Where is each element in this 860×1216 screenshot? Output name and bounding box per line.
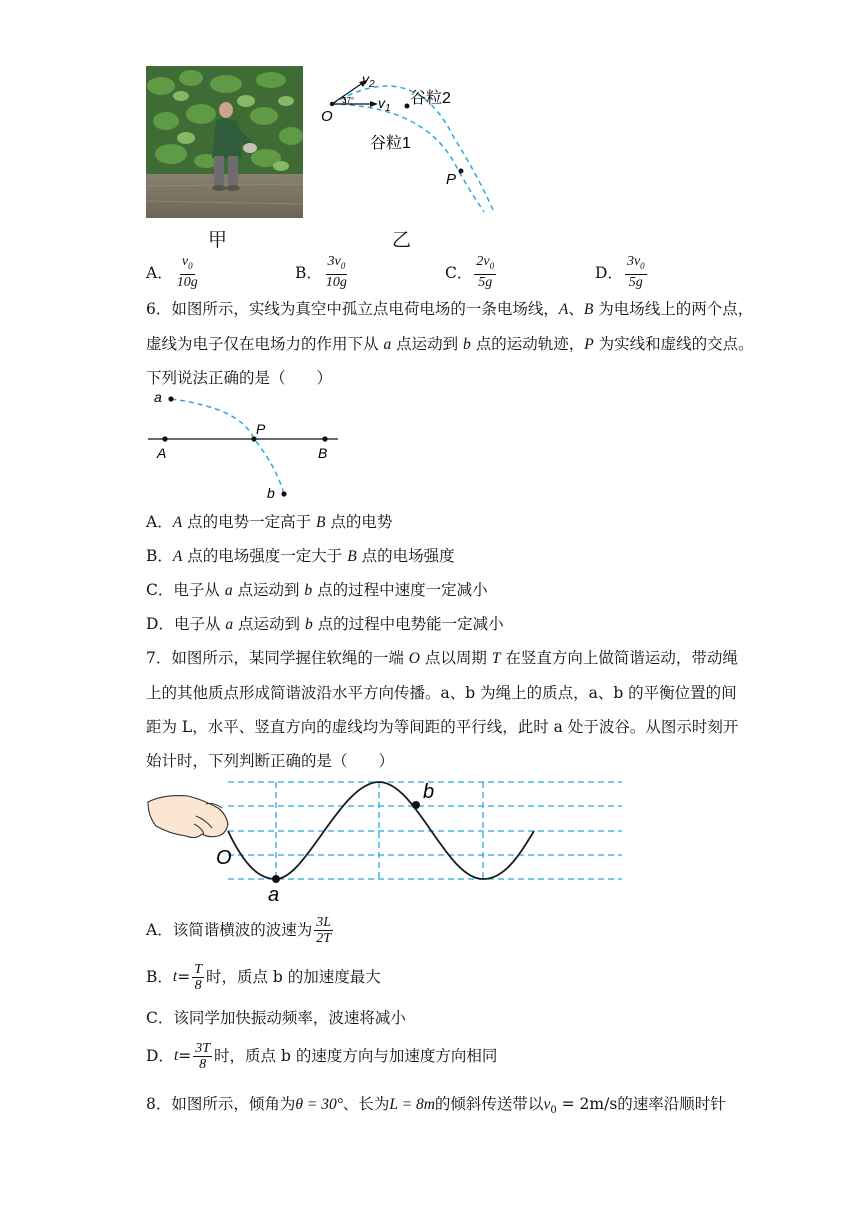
q7-stem-line2: 上的其他质点形成简谐波沿水平方向传播。a、b 为绳上的质点，a、b 的平衡位置的间 (146, 684, 737, 702)
q7-stem-line3: 距为 L，水平、竖直方向的虚线均为等间距的平行线，此时 a 处于波谷。从图示时刻开 (146, 718, 739, 736)
q6-option-c[interactable]: C．电子从 a 点运动到 b 点的过程中速度一定减小 (146, 581, 488, 599)
q6-option-b[interactable]: B．A 点的电场强度一定大于 B 点的电场强度 (146, 547, 455, 565)
label-v2: $v_2$ (362, 71, 375, 90)
photo-caption: 甲 (208, 229, 228, 251)
label-v1: $v_1$ (378, 95, 391, 114)
label-P: P (256, 421, 266, 437)
electron-trajectory (171, 399, 284, 494)
label-a: a (268, 884, 280, 904)
label-b: b (423, 781, 435, 803)
hand-icon (148, 796, 228, 838)
label-grain2: 谷粒2 (410, 90, 451, 107)
label-a: a (154, 389, 162, 405)
q7-stem-line1: 7．如图所示，某同学握住软绳的一端 O 点以周期 T 在竖直方向上做简谐运动，带动绳 (146, 649, 738, 667)
trajectory-diagram (318, 66, 508, 226)
farmer-photo (146, 66, 303, 218)
q7-option-b[interactable]: B． t = $\frac{T}{8}$ 时，质点 b 的加速度最大 (146, 961, 381, 993)
label-B: B (318, 445, 328, 461)
q5-option-a[interactable]: A． $\frac{v_0}{10g}$ (146, 254, 198, 290)
label-P: P (446, 171, 457, 188)
diagram-caption: 乙 (392, 229, 412, 251)
q6-option-d[interactable]: D．电子从 a 点运动到 b 点的过程中电势能一定减小 (146, 615, 504, 633)
label-O: O (321, 108, 333, 125)
q5-option-b[interactable]: B． $\frac{3v_0}{10g}$ (295, 254, 347, 290)
q7-stem-line4: 始计时，下列判断正确的是（ ） (146, 752, 395, 770)
label-grain1: 谷粒1 (370, 135, 411, 152)
q5-option-c[interactable]: C． $\frac{2v_0}{5g}$ (445, 254, 495, 290)
q6-stem-line1: 6．如图所示，实线为真空中孤立点电荷电场的一条电场线，A、B 为电场线上的两个点， (146, 300, 754, 318)
q6-stem-line2: 虚线为电子仅在电场力的作用下从 a 点运动到 b 点的运动轨迹，P 为实线和虚线的交点。 (146, 335, 754, 353)
label-angle: 37° (342, 96, 355, 105)
q7-option-a[interactable]: A．该简谐横波的波速为 $\frac{3L}{2T}$ (146, 914, 331, 946)
trajectory-grain1 (332, 104, 484, 212)
q7-option-c[interactable]: C．该同学加快振动频率，波速将减小 (146, 1009, 406, 1027)
label-b: b (267, 485, 275, 501)
label-A: A (157, 445, 167, 461)
q8-stem-line1: 8．如图所示，倾角为θ = 30°、长为L = 8m的倾斜传送带以$v_0 = 2m/s$的速率沿顺时针 (146, 1095, 726, 1117)
q7-wave-figure (146, 774, 626, 904)
q6-figure (146, 386, 346, 504)
q6-option-a[interactable]: A．A 点的电势一定高于 B 点的电势 (146, 513, 393, 531)
label-O: O (216, 847, 232, 869)
q5-option-d[interactable]: D． $\frac{3v_0}{5g}$ (595, 254, 645, 290)
q7-option-d[interactable]: D． t = $\frac{3T}{8}$ 时，质点 b 的速度方向与加速度方向相同 (146, 1040, 498, 1072)
q6-stem-line3: 下列说法正确的是（ ） (146, 369, 333, 387)
